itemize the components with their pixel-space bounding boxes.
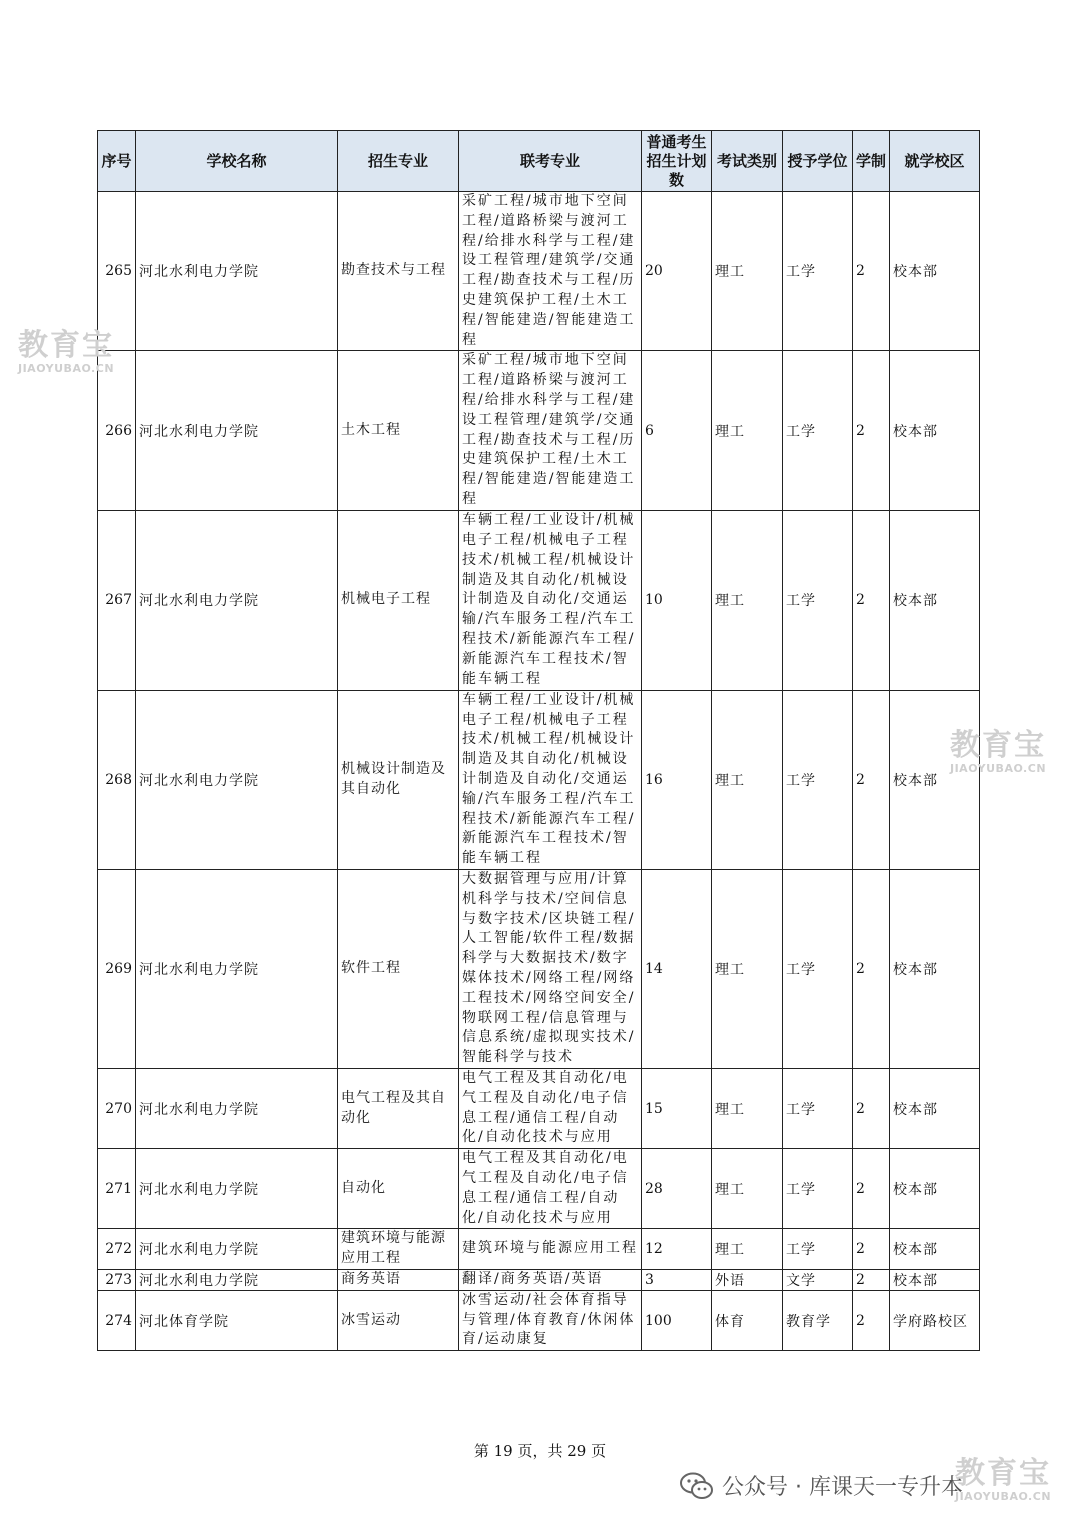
- cell-major: 商务英语: [338, 1269, 459, 1290]
- watermark-domain: JIAOYUBAO.CN: [18, 362, 115, 375]
- cell-campus: 校本部: [890, 869, 980, 1068]
- cell-plan-count: 15: [642, 1068, 712, 1148]
- watermark-domain: JIAOYUBAO.CN: [955, 1490, 1052, 1503]
- cell-index: 265: [98, 192, 136, 351]
- cell-exam-category: 理工: [712, 510, 783, 690]
- cell-major: 勘查技术与工程: [338, 192, 459, 351]
- table-row: [98, 690, 980, 869]
- cell-exam-category: 理工: [712, 690, 783, 869]
- cell-degree: 工学: [783, 510, 853, 690]
- cell-exam-majors: 翻译/商务英语/英语: [459, 1269, 642, 1290]
- cell-exam-majors: 电气工程及其自动化/电气工程及自动化/电子信息工程/通信工程/自动化/自动化技术与应用: [459, 1068, 642, 1148]
- cell-exam-majors: 采矿工程/城市地下空间工程/道路桥梁与渡河工程/给排水科学与工程/建设工程管理/建筑学/交通工程/勘查技术与工程/历史建筑保护工程/土木工程/智能建造/智能建造工程: [459, 351, 642, 510]
- cell-exam-majors: 建筑环境与能源应用工程: [459, 1229, 642, 1270]
- watermark-brand: 教育宝: [18, 328, 114, 363]
- cell-index: 273: [98, 1269, 136, 1290]
- cell-campus: 学府路校区: [890, 1290, 980, 1350]
- col-header-plan-count: 普通考生招生计划数: [642, 131, 712, 192]
- cell-years: 2: [853, 1290, 890, 1350]
- cell-exam-category: 理工: [712, 351, 783, 510]
- cell-index: 272: [98, 1229, 136, 1270]
- cell-years: 2: [853, 1269, 890, 1290]
- cell-exam-category: 理工: [712, 192, 783, 351]
- table-row: [98, 1269, 980, 1290]
- cell-exam-category: 理工: [712, 1149, 783, 1229]
- cell-years: 2: [853, 869, 890, 1068]
- watermark-brand: 教育宝: [955, 1456, 1051, 1491]
- cell-major: 机械设计制造及其自动化: [338, 690, 459, 869]
- cell-years: 2: [853, 1068, 890, 1148]
- cell-plan-count: 3: [642, 1269, 712, 1290]
- cell-index: 271: [98, 1149, 136, 1229]
- cell-campus: 校本部: [890, 1269, 980, 1290]
- cell-campus: 校本部: [890, 690, 980, 869]
- cell-exam-majors: 车辆工程/工业设计/机械电子工程/机械电子工程技术/机械工程/机械设计制造及其自动化/机械设计制造及自动化/交通运输/汽车服务工程/汽车工程技术/新能源汽车工程/新能源汽车工程技术/智能车辆工程: [459, 690, 642, 869]
- cell-exam-category: 外语: [712, 1269, 783, 1290]
- watermark-brand: 教育宝: [950, 728, 1046, 763]
- cell-school: 河北水利电力学院: [136, 1229, 338, 1270]
- table-row: [98, 1229, 980, 1270]
- cell-degree: 教育学: [783, 1290, 853, 1350]
- table-header-row: [98, 131, 980, 192]
- cell-plan-count: 100: [642, 1290, 712, 1350]
- cell-degree: 工学: [783, 351, 853, 510]
- cell-index: 274: [98, 1290, 136, 1350]
- cell-school: 河北水利电力学院: [136, 1149, 338, 1229]
- wechat-account-tag: [680, 1470, 963, 1501]
- cell-exam-majors: 大数据管理与应用/计算机科学与技术/空间信息与数字技术/区块链工程/人工智能/软件工程/数据科学与大数据技术/数字媒体技术/网络工程/网络工程技术/网络空间安全/物联网工程/信息管理与信息系统/虚拟现实技术/智能科学与技术: [459, 869, 642, 1068]
- cell-campus: 校本部: [890, 192, 980, 351]
- col-header-school: 学校名称: [136, 131, 338, 192]
- table-row: [98, 1290, 980, 1350]
- cell-exam-category: 理工: [712, 1229, 783, 1270]
- watermark-logo: [18, 330, 114, 375]
- cell-index: 266: [98, 351, 136, 510]
- cell-campus: 校本部: [890, 510, 980, 690]
- table-row: [98, 1149, 980, 1229]
- cell-degree: 工学: [783, 869, 853, 1068]
- cell-major: 土木工程: [338, 351, 459, 510]
- cell-years: 2: [853, 690, 890, 869]
- cell-degree: 工学: [783, 192, 853, 351]
- col-header-campus: 就学校区: [890, 131, 980, 192]
- cell-plan-count: 10: [642, 510, 712, 690]
- cell-school: 河北水利电力学院: [136, 510, 338, 690]
- cell-school: 河北水利电力学院: [136, 1068, 338, 1148]
- col-header-major: 招生专业: [338, 131, 459, 192]
- watermark-logo: [955, 1458, 1051, 1503]
- col-header-exam-majors: 联考专业: [459, 131, 642, 192]
- cell-school: 河北体育学院: [136, 1290, 338, 1350]
- cell-exam-majors: 冰雪运动/社会体育指导与管理/体育教育/休闲体育/运动康复: [459, 1290, 642, 1350]
- cell-plan-count: 28: [642, 1149, 712, 1229]
- table-row: [98, 351, 980, 510]
- cell-major: 电气工程及其自动化: [338, 1068, 459, 1148]
- cell-plan-count: 16: [642, 690, 712, 869]
- cell-school: 河北水利电力学院: [136, 869, 338, 1068]
- cell-index: 270: [98, 1068, 136, 1148]
- cell-plan-count: 6: [642, 351, 712, 510]
- cell-major: 自动化: [338, 1149, 459, 1229]
- cell-years: 2: [853, 510, 890, 690]
- col-header-degree: 授予学位: [783, 131, 853, 192]
- cell-major: 建筑环境与能源应用工程: [338, 1229, 459, 1270]
- cell-major: 软件工程: [338, 869, 459, 1068]
- cell-index: 267: [98, 510, 136, 690]
- table-row: [98, 510, 980, 690]
- page-number: 第 19 页，共 29 页: [473, 1442, 607, 1460]
- table-row: [98, 1068, 980, 1148]
- cell-school: 河北水利电力学院: [136, 690, 338, 869]
- cell-degree: 工学: [783, 1149, 853, 1229]
- cell-campus: 校本部: [890, 351, 980, 510]
- cell-exam-category: 理工: [712, 1068, 783, 1148]
- cell-exam-majors: 电气工程及其自动化/电气工程及自动化/电子信息工程/通信工程/自动化/自动化技术与应用: [459, 1149, 642, 1229]
- cell-major: 冰雪运动: [338, 1290, 459, 1350]
- watermark-logo: [950, 730, 1046, 775]
- cell-degree: 工学: [783, 690, 853, 869]
- cell-exam-category: 理工: [712, 869, 783, 1068]
- cell-plan-count: 14: [642, 869, 712, 1068]
- cell-plan-count: 20: [642, 192, 712, 351]
- enrollment-plan-table: [97, 130, 980, 1351]
- table-row: [98, 869, 980, 1068]
- col-header-index: 序号: [98, 131, 136, 192]
- cell-campus: 校本部: [890, 1068, 980, 1148]
- cell-degree: 文学: [783, 1269, 853, 1290]
- cell-exam-majors: 车辆工程/工业设计/机械电子工程/机械电子工程技术/机械工程/机械设计制造及其自动化/机械设计制造及自动化/交通运输/汽车服务工程/汽车工程技术/新能源汽车工程/新能源汽车工程技术/智能车辆工程: [459, 510, 642, 690]
- cell-years: 2: [853, 192, 890, 351]
- cell-years: 2: [853, 1149, 890, 1229]
- cell-index: 269: [98, 869, 136, 1068]
- cell-exam-category: 体育: [712, 1290, 783, 1350]
- table-row: [98, 192, 980, 351]
- cell-campus: 校本部: [890, 1229, 980, 1270]
- cell-degree: 工学: [783, 1068, 853, 1148]
- cell-plan-count: 12: [642, 1229, 712, 1270]
- cell-index: 268: [98, 690, 136, 869]
- watermark-domain: JIAOYUBAO.CN: [950, 762, 1047, 775]
- cell-campus: 校本部: [890, 1149, 980, 1229]
- col-header-exam-category: 考试类别: [712, 131, 783, 192]
- cell-years: 2: [853, 1229, 890, 1270]
- col-header-years: 学制: [853, 131, 890, 192]
- wechat-icon: [680, 1472, 714, 1500]
- cell-exam-majors: 采矿工程/城市地下空间工程/道路桥梁与渡河工程/给排水科学与工程/建设工程管理/建筑学/交通工程/勘查技术与工程/历史建筑保护工程/土木工程/智能建造/智能建造工程: [459, 192, 642, 351]
- cell-school: 河北水利电力学院: [136, 1269, 338, 1290]
- cell-school: 河北水利电力学院: [136, 192, 338, 351]
- cell-degree: 工学: [783, 1229, 853, 1270]
- cell-major: 机械电子工程: [338, 510, 459, 690]
- cell-years: 2: [853, 351, 890, 510]
- cell-school: 河北水利电力学院: [136, 351, 338, 510]
- wechat-account-text: 公众号 · 库课天一专升本: [722, 1475, 963, 1500]
